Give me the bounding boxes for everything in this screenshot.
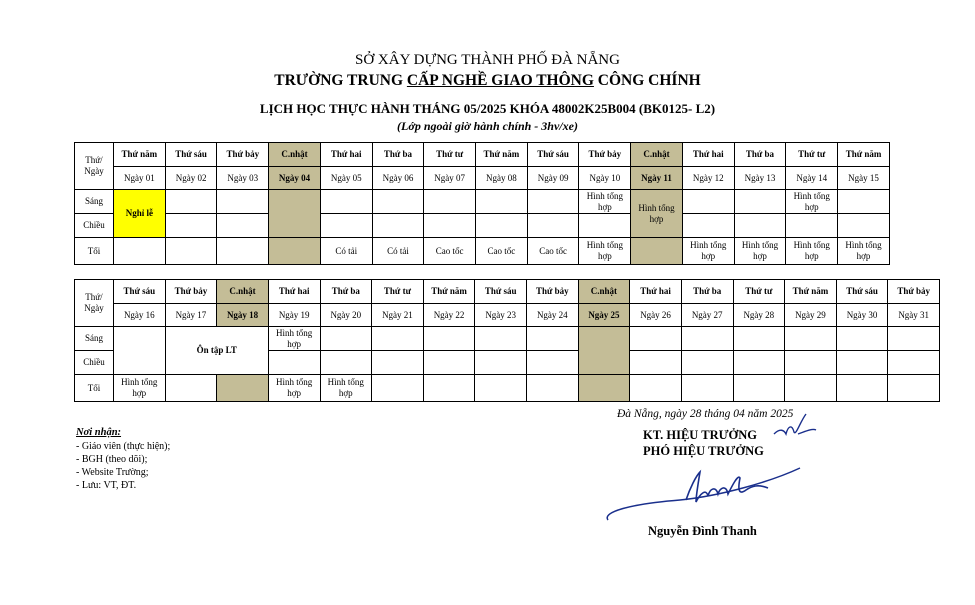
- date-cell: Ngày 08: [476, 167, 528, 190]
- session-cell: [579, 214, 631, 238]
- schedule-table-1: [74, 142, 890, 265]
- date-cell: Ngày 06: [372, 167, 424, 190]
- date-cell: Ngày 21: [372, 304, 424, 327]
- session-cell: [734, 190, 786, 214]
- evening-label: Tối: [75, 375, 114, 402]
- day-of-week: C.nhật: [217, 280, 269, 304]
- session-cell: [320, 351, 372, 375]
- session-cell: Hình tổng hợp: [268, 327, 320, 351]
- session-cell: [372, 351, 424, 375]
- day-of-week: Thứ năm: [785, 280, 837, 304]
- session-cell: [786, 214, 838, 238]
- session-cell: [424, 214, 476, 238]
- schedule-subtitle: (Lớp ngoài giờ hành chính - 3hv/xe): [397, 119, 578, 133]
- corner-label: Thứ/ Ngày: [75, 143, 114, 190]
- date-cell: Ngày 25: [578, 304, 630, 327]
- date-cell: Ngày 02: [165, 167, 217, 190]
- date-cell: Ngày 29: [785, 304, 837, 327]
- date-cell: Ngày 05: [320, 167, 372, 190]
- session-cell: [888, 327, 940, 351]
- session-cell: Hình tổng hợp: [579, 190, 631, 214]
- day-of-week: Thứ tư: [786, 143, 838, 167]
- evening-cell: Hình tổng hợp: [786, 238, 838, 265]
- session-cell: [785, 351, 837, 375]
- date-cell: Ngày 14: [786, 167, 838, 190]
- session-cell: [578, 327, 630, 375]
- morning-label: Sáng: [75, 190, 114, 214]
- day-of-week: Thứ năm: [476, 143, 528, 167]
- evening-cell: [527, 375, 579, 402]
- day-of-week: Thứ tư: [424, 143, 476, 167]
- session-cell: [527, 214, 579, 238]
- day-of-week: Thứ sáu: [527, 143, 579, 167]
- date-cell: Ngày 18: [217, 304, 269, 327]
- recipient-item: - Lưu: VT, ĐT.: [76, 480, 137, 491]
- session-cell: [630, 351, 682, 375]
- day-of-week: Thứ bảy: [217, 143, 269, 167]
- day-of-week: C.nhật: [269, 143, 321, 167]
- corner-label: Thứ/ Ngày: [75, 280, 114, 327]
- session-cell: [733, 327, 785, 351]
- session-cell: [476, 214, 528, 238]
- evening-cell: Cao tốc: [424, 238, 476, 265]
- evening-cell: Cao tốc: [476, 238, 528, 265]
- date-cell: Ngày 10: [579, 167, 631, 190]
- session-cell: [114, 327, 166, 375]
- session-cell: [372, 327, 424, 351]
- evening-cell: [785, 375, 837, 402]
- session-cell: [888, 351, 940, 375]
- day-of-week: Thứ bảy: [527, 280, 579, 304]
- school-name-part3: CÔNG CHÍNH: [593, 72, 701, 89]
- evening-cell: [372, 375, 424, 402]
- day-of-week: Thứ sáu: [114, 280, 166, 304]
- date-cell: Ngày 27: [681, 304, 733, 327]
- day-of-week: Thứ hai: [268, 280, 320, 304]
- recipients-title: Nơi nhận:: [76, 427, 122, 438]
- day-of-week: Thứ hai: [682, 143, 734, 167]
- day-of-week: Thứ năm: [838, 143, 890, 167]
- date-cell: Ngày 01: [114, 167, 166, 190]
- date-cell: Ngày 13: [734, 167, 786, 190]
- evening-cell: [114, 238, 166, 265]
- morning-label: Sáng: [75, 327, 114, 351]
- day-of-week: C.nhật: [631, 143, 683, 167]
- session-cell: Hình tổng hợp: [786, 190, 838, 214]
- review-cell: Ôn tập LT: [165, 327, 268, 375]
- session-cell: [217, 190, 269, 214]
- evening-label: Tối: [75, 238, 114, 265]
- evening-cell: [423, 375, 475, 402]
- evening-cell: Hình tổng hợp: [579, 238, 631, 265]
- session-cell: [423, 327, 475, 351]
- session-cell: [682, 190, 734, 214]
- day-of-week: Thứ sáu: [836, 280, 888, 304]
- day-of-week: Thứ tư: [733, 280, 785, 304]
- session-cell: [733, 351, 785, 375]
- day-of-week: Thứ hai: [320, 143, 372, 167]
- day-of-week: Thứ tư: [372, 280, 424, 304]
- school-name-part2: CẤP NGHỀ GIAO THÔNG: [406, 72, 594, 89]
- session-cell: [475, 351, 527, 375]
- date-cell: Ngày 19: [268, 304, 320, 327]
- session-cell: [630, 327, 682, 351]
- recipient-item: - Giáo viên (thực hiện);: [76, 441, 171, 452]
- signatory-position: PHÓ HIỆU TRƯỞNG: [643, 444, 764, 458]
- session-cell: [527, 327, 579, 351]
- day-of-week: Thứ năm: [114, 143, 166, 167]
- date-cell: Ngày 12: [682, 167, 734, 190]
- date-line: Đà Nẵng, ngày 28 tháng 04 năm 2025: [617, 408, 794, 420]
- session-cell: [320, 214, 372, 238]
- date-cell: Ngày 31: [888, 304, 940, 327]
- session-cell: [838, 214, 890, 238]
- day-of-week: Thứ ba: [734, 143, 786, 167]
- holiday-cell: Nghỉ lễ: [114, 190, 166, 238]
- date-cell: Ngày 26: [630, 304, 682, 327]
- day-of-week: Thứ ba: [320, 280, 372, 304]
- session-cell: [320, 190, 372, 214]
- day-of-week: Thứ bảy: [888, 280, 940, 304]
- session-cell: [217, 214, 269, 238]
- session-cell: [372, 214, 424, 238]
- session-cell: [423, 351, 475, 375]
- date-cell: Ngày 11: [631, 167, 683, 190]
- session-cell: [838, 190, 890, 214]
- evening-cell: [269, 238, 321, 265]
- day-of-week: Thứ năm: [423, 280, 475, 304]
- initial-signature: [770, 404, 820, 444]
- day-of-week: Thứ ba: [372, 143, 424, 167]
- day-of-week: Thứ bảy: [579, 143, 631, 167]
- evening-cell: Có tải: [320, 238, 372, 265]
- session-cell: [476, 190, 528, 214]
- session-cell: [527, 190, 579, 214]
- day-of-week: Thứ sáu: [475, 280, 527, 304]
- session-cell: [268, 351, 320, 375]
- evening-cell: Hình tổng hợp: [682, 238, 734, 265]
- evening-cell: [165, 238, 217, 265]
- schedule-table-2: [74, 279, 940, 402]
- agency-name: SỞ XÂY DỰNG THÀNH PHỐ ĐÀ NẴNG: [355, 52, 620, 68]
- evening-cell: Hình tổng hợp: [838, 238, 890, 265]
- evening-cell: [681, 375, 733, 402]
- recipient-item: - Website Trường;: [76, 467, 149, 478]
- date-cell: Ngày 03: [217, 167, 269, 190]
- session-cell: [527, 351, 579, 375]
- day-of-week: C.nhật: [578, 280, 630, 304]
- evening-cell: [217, 375, 269, 402]
- schedule-title: LỊCH HỌC THỰC HÀNH THÁNG 05/2025 KHÓA 48002K25B004 (BK0125- L2): [259, 101, 716, 116]
- date-cell: Ngày 15: [838, 167, 890, 190]
- evening-cell: [888, 375, 940, 402]
- date-cell: Ngày 04: [269, 167, 321, 190]
- evening-cell: [578, 375, 630, 402]
- session-cell: [475, 327, 527, 351]
- session-cell: [734, 214, 786, 238]
- session-cell: [165, 214, 217, 238]
- date-cell: Ngày 17: [165, 304, 217, 327]
- evening-cell: [836, 375, 888, 402]
- day-of-week: Thứ hai: [630, 280, 682, 304]
- evening-cell: [733, 375, 785, 402]
- evening-cell: Hình tổng hợp: [320, 375, 372, 402]
- date-cell: Ngày 20: [320, 304, 372, 327]
- date-cell: Ngày 09: [527, 167, 579, 190]
- session-cell: [785, 327, 837, 351]
- session-cell: [681, 327, 733, 351]
- session-cell: [682, 214, 734, 238]
- evening-cell: [165, 375, 217, 402]
- session-cell: [269, 190, 321, 238]
- session-cell: [681, 351, 733, 375]
- evening-cell: Có tải: [372, 238, 424, 265]
- date-cell: Ngày 30: [836, 304, 888, 327]
- signatory-title: KT. HIỆU TRƯỞNG: [643, 428, 758, 442]
- session-cell: [165, 190, 217, 214]
- afternoon-label: Chiều: [75, 214, 114, 238]
- day-of-week: Thứ ba: [681, 280, 733, 304]
- session-cell: [424, 190, 476, 214]
- evening-cell: Hình tổng hợp: [114, 375, 166, 402]
- afternoon-label: Chiều: [75, 351, 114, 375]
- evening-cell: Cao tốc: [527, 238, 579, 265]
- date-cell: Ngày 16: [114, 304, 166, 327]
- session-cell: [320, 327, 372, 351]
- session-cell: [836, 351, 888, 375]
- school-name-part1: TRƯỜNG TRUNG: [274, 72, 407, 89]
- session-cell: [836, 327, 888, 351]
- day-of-week: Thứ bảy: [165, 280, 217, 304]
- evening-cell: [631, 238, 683, 265]
- date-cell: Ngày 23: [475, 304, 527, 327]
- main-signature: [600, 460, 810, 530]
- evening-cell: [630, 375, 682, 402]
- recipient-item: - BGH (theo dõi);: [76, 454, 148, 465]
- date-cell: Ngày 22: [423, 304, 475, 327]
- session-cell: [372, 190, 424, 214]
- date-cell: Ngày 24: [527, 304, 579, 327]
- school-name: [0, 72, 975, 90]
- evening-cell: [217, 238, 269, 265]
- evening-cell: Hình tổng hợp: [734, 238, 786, 265]
- evening-cell: Hình tổng hợp: [268, 375, 320, 402]
- date-cell: Ngày 07: [424, 167, 476, 190]
- day-of-week: Thứ sáu: [165, 143, 217, 167]
- evening-cell: [475, 375, 527, 402]
- signer-name: Nguyễn Đình Thanh: [648, 524, 757, 538]
- date-cell: Ngày 28: [733, 304, 785, 327]
- session-cell: Hình tổng hợp: [631, 190, 683, 238]
